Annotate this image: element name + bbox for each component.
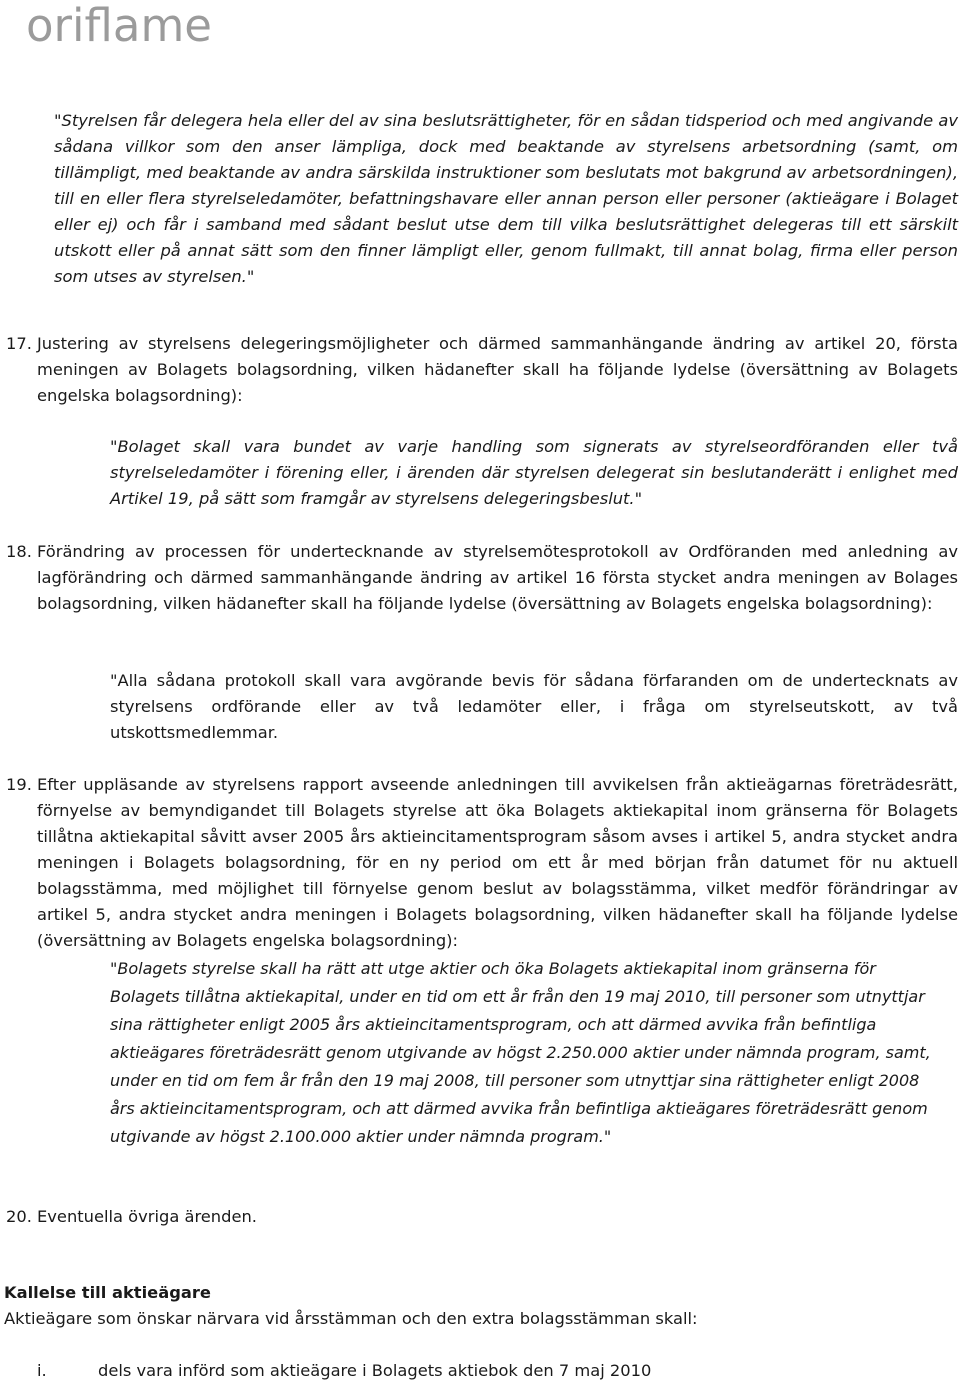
item-text-19: Efter uppläsande av styrelsens rapport avseende anledningen till avvikelsen från aktieägarnas företrädesrätt, förnyelse av bemyndigandet till Bolagets styrelse att öka Bolagets aktiekapital inom gränserna för Bolagets tillåtna aktiekapital såvitt avser 2005 års aktieincitamentsprogram såsom avses i artikel 5, andra stycket andra meningen i Bolagets bolagsordning, för en ny period om ett år med början från datumet för nu aktuell bolagsstämma, med möjlighet till förnyelse genom beslut av bolagsstämma, vilket medför förändringar av artikel 5, andra stycket andra meningen i Bolagets bolagsordning, vilken hädanefter skall ha följande lydelse (översättning av Bolagets engelska bolagsordning): (37, 775, 958, 950)
quote-line: års aktieincitamentsprogram, och att därmed avvika från befintliga aktieägares företrädesrätt genom (110, 1099, 928, 1118)
item-quote-18-text: Alla sådana protokoll skall vara avgörande bevis för sådana förfaranden om de undertecknats av styrelsens ordförande eller av två ledamöter eller, i fråga om styrelseutskott, av två utskottsmedlemmar. (110, 671, 958, 742)
quote-line: Bolagets tillåtna aktiekapital, under en tid om ett år från den 19 maj 2010, till personer som utnyttjar (110, 987, 925, 1006)
quote-line: utgivande av högst 2.100.000 aktier under nämnda program. (110, 1127, 604, 1146)
close-quote-mark: " (246, 267, 255, 286)
quote-line: sina rättigheter enligt 2005 års aktieincitamentsprogram, och att därmed avvika från befintliga (110, 1015, 877, 1034)
item-number-18: 18. (6, 542, 32, 561)
list-item: dels vara införd som aktieägare i Bolagets aktiebok den 7 maj 2010 (98, 1361, 652, 1380)
quote-article-19-delegation (54, 108, 958, 290)
item-quote-18: "Alla sådana protokoll skall vara avgörande bevis för sådana förfaranden om de undertecknats av styrelsens ordförande eller av två ledamöter eller, i fråga om styrelseutskott, av två utskottsmedlemmar. (110, 671, 958, 742)
quote-intro-text: Styrelsen får delegera hela eller del av sina beslutsrättigheter, för en sådan tidsperiod och med angivande av sådana villkor som den anser lämpliga, dock med beaktande av styrelsens arbetsordning (samt, om tillämpligt, med beaktande av andra särskilda instruktioner som beslutats mot bakgrund av arbetsordningen), till en eller flera styrelseledamöter, befattningshavare eller annan person eller personer (aktieägare i Bolaget eller ej) och får i samband med sådant beslut utse dem till vilka beslutsrättighet delegeras till ett särskilt utskott eller på annat sätt som den finner lämpligt eller, genom fullmakt, till annat bolag, firma eller person som utses av styrelsen. (54, 111, 958, 286)
oriflame-logo: oriflame (26, 0, 212, 52)
item-text-20: Eventuella övriga ärenden. (37, 1207, 257, 1226)
section-intro: Aktieägare som önskar närvara vid årsstämman och den extra bolagsstämman skall: (4, 1309, 698, 1328)
item-quote-19: "Bolagets styrelse skall ha rätt att utge aktier och öka Bolagets aktiekapital inom gränserna för Bolagets tillåtna aktiekapital, under en tid om ett år från den 19 maj 2010, till personer som utnyttjar sina rättigheter enligt 2005 års aktieincitamentsprogram, och att därmed avvika från befintliga aktieägares företrädesrätt genom utgivande av högst 2.250.000 aktier under nämnda program, samt, under en tid om fem år från den 19 maj 2008, till personer som utnyttjar sina rättigheter enligt 2008 års aktieincitamentsprogram, och att därmed avvika från befintliga aktieägares företrädesrätt genom utgivande av högst 2.100.000 aktier under nämnda program." (110, 955, 960, 1151)
section-heading: Kallelse till aktieägare (4, 1283, 211, 1302)
open-quote-mark: " (54, 111, 62, 130)
item-text-17: Justering av styrelsens delegeringsmöjligheter och därmed sammanhängande ändring av artikel 20, första meningen av Bolagets bolagsordning, vilken hädanefter skall ha följande lydelse (översättning av Bolagets engelska bolagsordning): (37, 334, 958, 405)
quote-line: aktieägares företrädesrätt genom utgivande av högst 2.250.000 aktier under nämnda program, samt, (110, 1043, 931, 1062)
item-number-20: 20. (6, 1207, 32, 1226)
item-text-18: Förändring av processen för undertecknande av styrelsemötesprotokoll av Ordföranden med anledning av lagförändring och därmed sammanhängande ändring av artikel 16 första stycket andra meningen av Bolages bolagsordning, vilken hädanefter skall ha följande lydelse (översättning av Bolagets engelska bolagsordning): (37, 542, 958, 613)
item-quote-17-text: Bolaget skall vara bundet av varje handling som signerats av styrelseordföranden eller två styrelseledamöter i förening eller, i ärenden där styrelsen delegerat sin beslutanderätt i enlighet med Artikel 19, på sätt som framgår av styrelsens delegeringsbeslut. (110, 437, 958, 508)
list-marker: i. (37, 1361, 47, 1380)
item-number-19: 19. (6, 775, 32, 794)
item-number-17: 17. (6, 334, 32, 353)
quote-line: Bolagets styrelse skall ha rätt att utge aktier och öka Bolagets aktiekapital inom gränserna för (117, 959, 876, 978)
item-quote-17: "Bolaget skall vara bundet av varje handling som signerats av styrelseordföranden eller två styrelseledamöter i förening eller, i ärenden där styrelsen delegerat sin beslutanderätt i enlighet med Artikel 19, på sätt som framgår av styrelsens delegeringsbeslut." (110, 437, 958, 508)
quote-line: under en tid om fem år från den 19 maj 2008, till personer som utnyttjar sina rättigheter enligt 2008 (110, 1071, 920, 1090)
